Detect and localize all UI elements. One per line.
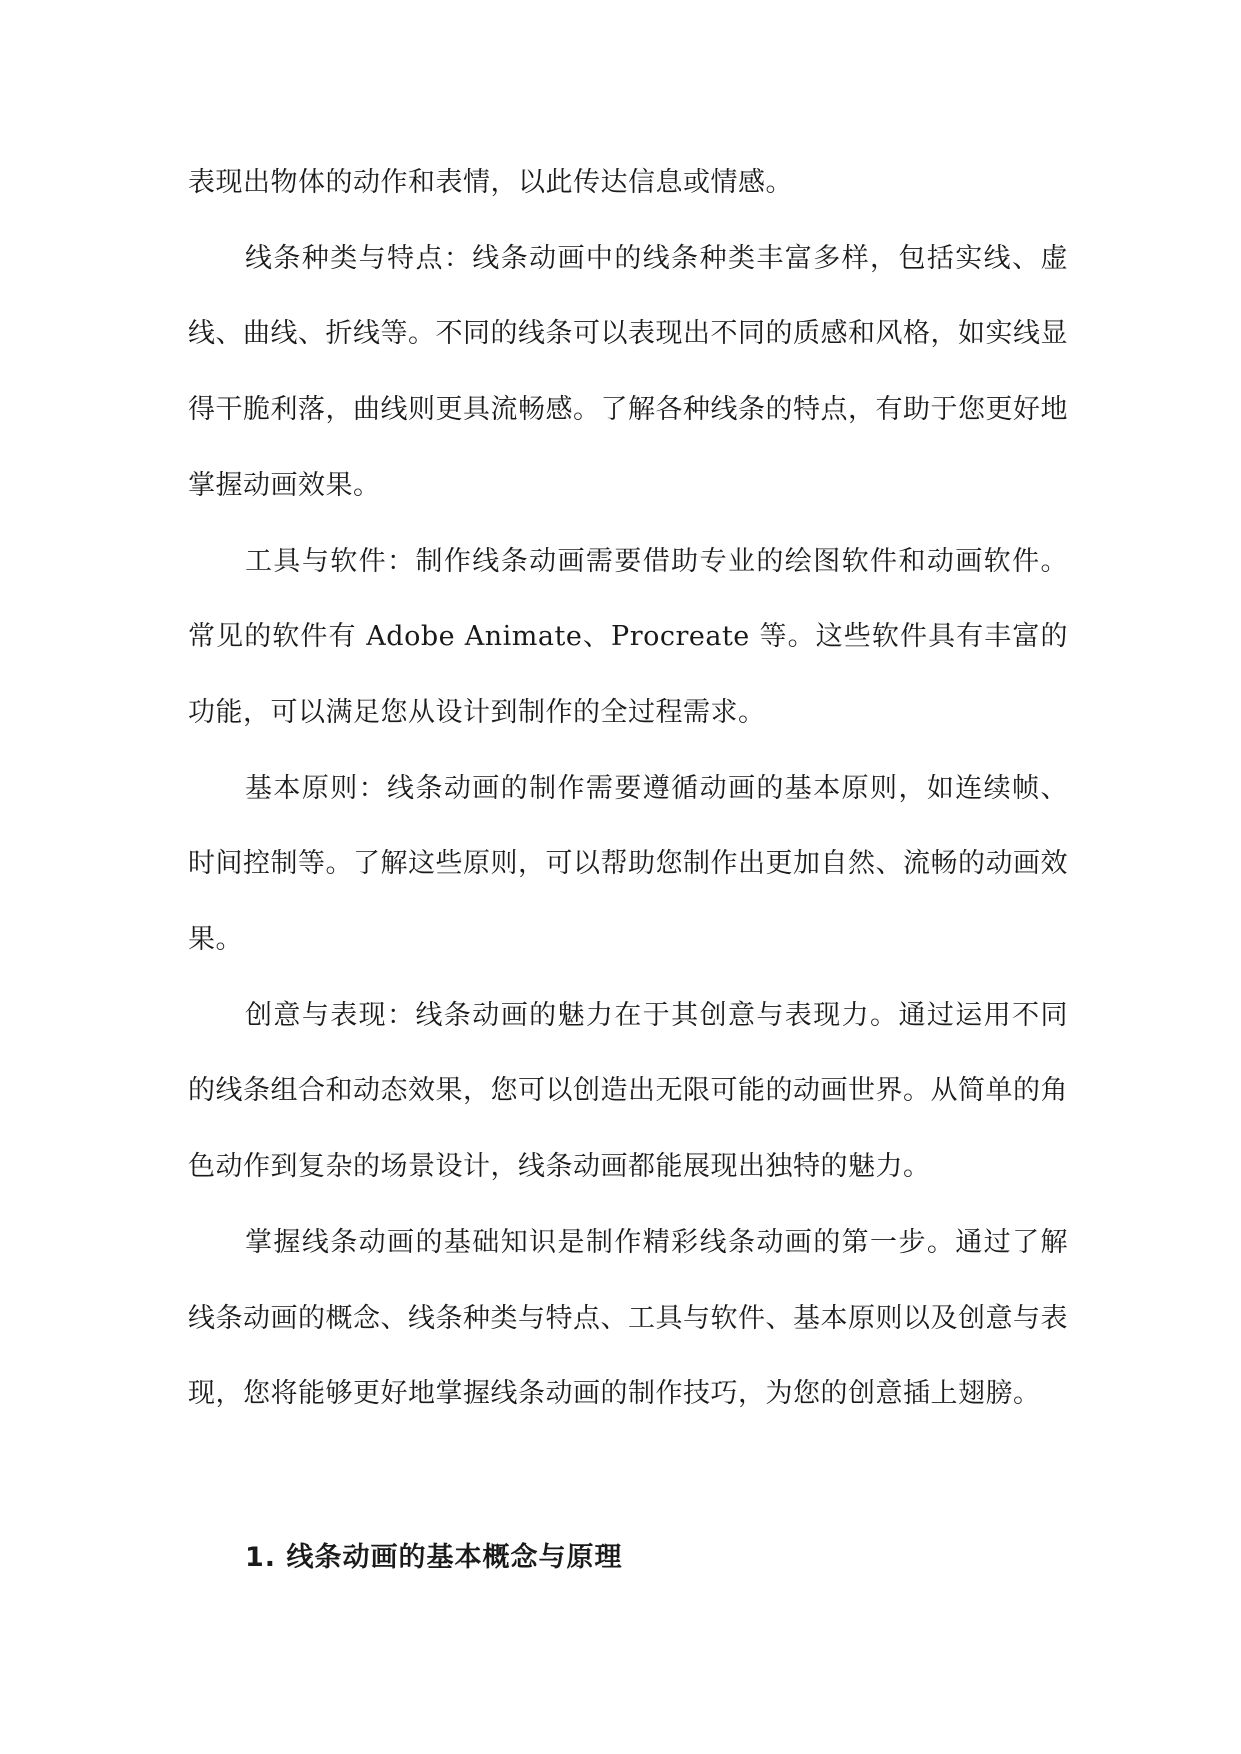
paragraph-line-types: 线条种类与特点：线条动画中的线条种类丰富多样，包括实线、虚线、曲线、折线等。不同的线条可以表现出不同的质感和风格，如实线显得干脆利落，曲线则更具流畅感。了解各种线条的特点，有助于您更好地掌握动画效果。 [188, 242, 1068, 501]
paragraph-continuation: 表现出物体的动作和表情，以此传达信息或情感。 [188, 167, 793, 198]
paragraph-summary: 掌握线条动画的基础知识是制作精彩线条动画的第一步。通过了解线条动画的概念、线条种类与特点、工具与软件、基本原则以及创意与表现，您将能够更好地掌握线条动画的制作技巧，为您的创意插上翅膀。 [188, 1226, 1068, 1410]
section-heading: 1. 线条动画的基本概念与原理 [245, 1542, 623, 1573]
paragraph-creativity-expression: 创意与表现：线条动画的魅力在于其创意与表现力。通过运用不同的线条组合和动态效果，您可以创造出无限可能的动画世界。从简单的角色动作到复杂的场景设计，线条动画都能展现出独特的魅力。 [188, 999, 1068, 1183]
document-body [188, 145, 1068, 1432]
paragraph-basic-principles: 基本原则：线条动画的制作需要遵循动画的基本原则，如连续帧、时间控制等。了解这些原则，可以帮助您制作出更加自然、流畅的动画效果。 [188, 772, 1068, 956]
paragraph-tools-software: 工具与软件：制作线条动画需要借助专业的绘图软件和动画软件。常见的软件有 Adobe Animate、Procreate 等。这些软件具有丰富的功能，可以满足您从设计到制作的全过程需求。 [188, 545, 1068, 728]
